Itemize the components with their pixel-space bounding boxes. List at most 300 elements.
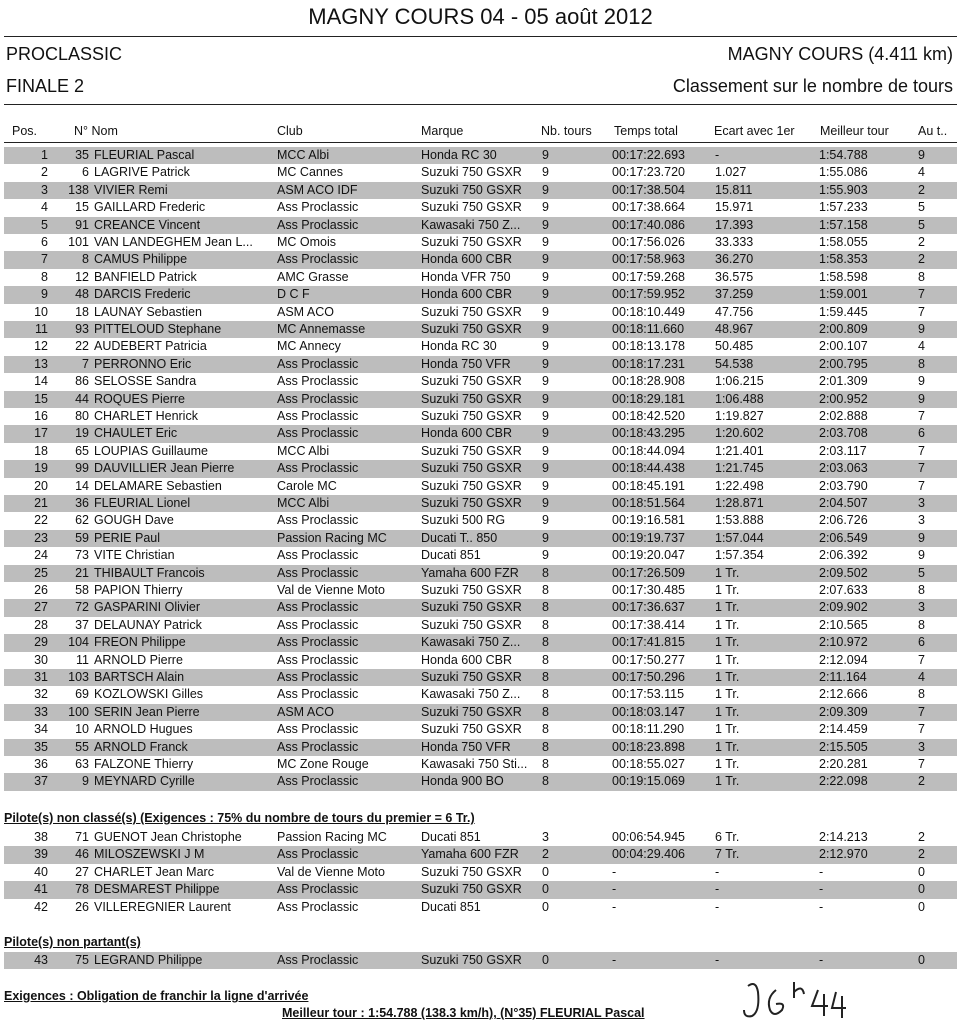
cell-au: 9 <box>918 148 925 162</box>
cell-ecart: 15.811 <box>715 182 753 197</box>
cell-temps: 00:19:15.069 <box>612 774 685 789</box>
category-label: PROCLASSIC <box>6 44 123 64</box>
cell-num: 14 <box>75 478 89 493</box>
cell-marque: Suzuki 750 GSXR <box>421 478 522 493</box>
cell-club: Val de Vienne Moto <box>277 864 385 879</box>
cell-au: 8 <box>918 356 925 371</box>
cell-club: AMC Grasse <box>277 269 349 284</box>
cell-temps: 00:06:54.945 <box>612 830 685 844</box>
table-row <box>4 495 957 512</box>
table-row <box>4 425 957 442</box>
table-row <box>4 164 957 181</box>
table-row <box>4 846 957 863</box>
table-row <box>4 217 957 234</box>
cell-club: Ass Proclassic <box>277 548 359 563</box>
cell-pos: 15 <box>34 391 48 406</box>
cell-tours: 0 <box>542 899 549 914</box>
cell-name: LEGRAND Philippe <box>94 953 203 967</box>
cell-temps: 00:18:45.191 <box>612 478 685 493</box>
cell-num: 27 <box>75 864 89 879</box>
cell-name: MILOSZEWSKI J M <box>94 847 205 862</box>
cell-num: 80 <box>75 409 89 423</box>
cell-temps: 00:18:17.231 <box>612 356 685 371</box>
cell-best: 1:54.788 <box>819 148 868 162</box>
cell-au: 9 <box>918 548 925 563</box>
cell-num: 73 <box>75 548 89 563</box>
table-row <box>4 391 957 408</box>
cell-temps: - <box>612 953 617 967</box>
cell-best: 2:22.098 <box>819 774 868 789</box>
cell-ecart: 1:06.488 <box>715 391 764 406</box>
cell-name: CHARLET Henrick <box>94 409 198 423</box>
table-row <box>4 881 957 898</box>
table-row <box>4 286 957 303</box>
cell-pos: 35 <box>34 739 48 754</box>
cell-temps: 00:17:50.277 <box>612 652 685 667</box>
cell-club: Ass Proclassic <box>277 687 359 702</box>
cell-pos: 42 <box>34 899 48 914</box>
cell-num: 86 <box>75 374 89 389</box>
cell-tours: 9 <box>542 496 549 510</box>
cell-num: 12 <box>75 269 89 284</box>
cell-num: 21 <box>75 565 89 580</box>
cell-club: Ass Proclassic <box>277 252 359 267</box>
cell-pos: 36 <box>34 757 48 771</box>
cell-temps: 00:17:50.296 <box>612 670 685 684</box>
cell-temps: 00:19:19.737 <box>612 530 685 545</box>
table-row <box>4 269 957 286</box>
cell-au: 3 <box>918 513 925 528</box>
cell-marque: Suzuki 750 GSXR <box>421 409 522 423</box>
cell-marque: Suzuki 750 GSXR <box>421 235 522 249</box>
cell-ecart: 1:20.602 <box>715 426 764 441</box>
cell-pos: 3 <box>41 182 48 197</box>
cell-ecart: 1 Tr. <box>715 635 740 650</box>
cell-num: 69 <box>75 687 89 702</box>
best-lap-note: Meilleur tour : 1:54.788 (138.3 km/h), (N°35) FLEURIAL Pascal <box>282 1006 645 1020</box>
cell-club: ASM ACO IDF <box>277 182 358 197</box>
requirements-note: Exigences : Obligation de franchir la ligne d'arrivée <box>4 989 309 1003</box>
cell-marque: Ducati 851 <box>421 899 481 914</box>
cell-best: 2:04.507 <box>819 496 868 510</box>
cell-tours: 9 <box>542 356 549 371</box>
cell-tours: 9 <box>542 548 549 563</box>
cell-num: 71 <box>75 830 89 844</box>
cell-name: THIBAULT Francois <box>94 565 205 580</box>
cell-pos: 20 <box>34 478 48 493</box>
cell-name: FLEURIAL Pascal <box>94 148 195 162</box>
cell-best: 1:55.086 <box>819 165 868 180</box>
cell-marque: Suzuki 750 GSXR <box>421 461 522 476</box>
cell-club: Passion Racing MC <box>277 830 387 844</box>
cell-num: 138 <box>68 182 89 197</box>
cell-num: 78 <box>75 882 89 897</box>
cell-num: 36 <box>75 496 89 510</box>
cell-marque: Suzuki 750 GSXR <box>421 600 522 615</box>
non-classified-title: Pilote(s) non classé(s) (Exigences : 75% du nombre de tours du premier = 6 Tr.) <box>4 811 475 825</box>
cell-name: GASPARINI Olivier <box>94 600 201 615</box>
cell-tours: 9 <box>542 409 549 423</box>
cell-pos: 30 <box>34 652 48 667</box>
cell-tours: 9 <box>542 513 549 528</box>
cell-pos: 6 <box>41 235 48 249</box>
cell-tours: 8 <box>542 739 549 754</box>
cell-tours: 8 <box>542 757 549 771</box>
cell-club: Ass Proclassic <box>277 722 359 737</box>
cell-best: 2:11.164 <box>819 670 867 684</box>
cell-best: 2:20.281 <box>819 757 868 771</box>
cell-pos: 33 <box>34 704 48 719</box>
cell-au: 3 <box>918 600 925 615</box>
cell-ecart: 54.538 <box>715 356 754 371</box>
cell-marque: Honda 600 CBR <box>421 426 513 441</box>
cell-pos: 21 <box>34 496 48 510</box>
cell-best: 2:15.505 <box>819 739 868 754</box>
cell-pos: 28 <box>34 617 48 632</box>
cell-temps: 00:18:51.564 <box>612 496 685 510</box>
cell-num: 59 <box>75 530 89 545</box>
cell-name: CREANCE Vincent <box>94 217 201 232</box>
cell-temps: 00:18:28.908 <box>612 374 685 389</box>
cell-pos: 34 <box>34 722 48 737</box>
cell-num: 11 <box>76 652 89 667</box>
cell-temps: 00:17:58.963 <box>612 252 685 267</box>
cell-best: 2:03.117 <box>819 443 867 458</box>
cell-tours: 2 <box>542 847 549 862</box>
cell-club: Ass Proclassic <box>277 882 359 897</box>
cell-marque: Kawasaki 750 Z... <box>421 635 521 650</box>
cell-marque: Suzuki 750 GSXR <box>421 165 522 180</box>
cell-ecart: 1 Tr. <box>715 739 740 754</box>
cell-ecart: 36.575 <box>715 269 754 284</box>
cell-num: 19 <box>75 426 89 441</box>
cell-ecart: 36.270 <box>715 252 754 267</box>
cell-au: 7 <box>918 652 925 667</box>
cell-temps: 00:17:40.086 <box>612 217 685 232</box>
table-row <box>4 443 957 460</box>
cell-marque: Honda RC 30 <box>421 339 497 354</box>
cell-club: D C F <box>277 287 310 302</box>
cell-pos: 11 <box>35 322 48 336</box>
cell-name: PITTELOUD Stephane <box>94 322 222 336</box>
cell-best: - <box>819 864 824 879</box>
cell-temps: - <box>612 899 617 914</box>
cell-name: SELOSSE Sandra <box>94 374 197 389</box>
cell-tours: 9 <box>542 426 549 441</box>
cell-num: 35 <box>75 148 89 162</box>
cell-au: 0 <box>918 864 925 879</box>
cell-best: 2:00.107 <box>819 339 868 354</box>
cell-temps: 00:18:44.094 <box>612 443 685 458</box>
cell-num: 101 <box>68 235 89 249</box>
cell-name: CAMUS Philippe <box>94 252 188 267</box>
table-row <box>4 652 957 669</box>
table-row <box>4 899 957 916</box>
cell-pos: 41 <box>34 882 48 897</box>
cell-tours: 3 <box>542 830 549 844</box>
table-row <box>4 321 957 338</box>
cell-club: Ass Proclassic <box>277 899 359 914</box>
cell-name: MEYNARD Cyrille <box>94 774 195 789</box>
cell-name: BANFIELD Patrick <box>94 269 197 284</box>
cell-name: ARNOLD Franck <box>94 739 188 754</box>
cell-club: Ass Proclassic <box>277 670 359 684</box>
cell-pos: 18 <box>34 443 48 458</box>
cell-pos: 9 <box>41 287 48 302</box>
cell-best: 2:07.633 <box>819 583 868 597</box>
cell-pos: 25 <box>34 565 48 580</box>
table-row <box>4 704 957 721</box>
cell-marque: Suzuki 750 GSXR <box>421 304 522 319</box>
cell-temps: 00:17:38.504 <box>612 182 685 197</box>
cell-tours: 8 <box>542 670 549 684</box>
cell-au: 3 <box>918 496 925 510</box>
cell-temps: 00:17:26.509 <box>612 565 685 580</box>
col-marque: Marque <box>421 124 464 138</box>
cell-num: 55 <box>75 739 89 754</box>
cell-club: MCC Albi <box>277 496 330 510</box>
cell-temps: 00:18:29.181 <box>612 391 685 406</box>
cell-tours: 9 <box>542 182 549 197</box>
table-row <box>4 773 957 790</box>
table-row <box>4 478 957 495</box>
cell-tours: 8 <box>542 565 549 580</box>
cell-marque: Suzuki 750 GSXR <box>421 953 522 967</box>
cell-tours: 9 <box>542 322 549 336</box>
col-ecart: Ecart avec 1er <box>714 124 795 138</box>
col-au: Au t.. <box>918 124 948 138</box>
cell-temps: 00:17:56.026 <box>612 235 685 249</box>
cell-au: 7 <box>918 304 925 319</box>
cell-au: 2 <box>918 774 925 789</box>
cell-marque: Honda VFR 750 <box>421 269 511 284</box>
cell-ecart: 1.027 <box>715 165 747 180</box>
cell-name: PAPION Thierry <box>94 583 183 597</box>
cell-name: CHARLET Jean Marc <box>94 864 214 879</box>
cell-temps: 00:17:53.115 <box>612 687 685 702</box>
cell-temps: 00:17:38.664 <box>612 200 685 215</box>
cell-ecart: 1:21.401 <box>715 443 764 458</box>
cell-best: 2:06.726 <box>819 513 868 528</box>
columns-rule <box>4 142 957 143</box>
cell-au: 5 <box>918 217 925 232</box>
cell-ecart: 1 Tr. <box>715 617 740 632</box>
cell-best: 2:12.970 <box>819 847 868 862</box>
col-pos: Pos. <box>12 124 38 138</box>
cell-club: Val de Vienne Moto <box>277 583 385 597</box>
session-label: FINALE 2 <box>6 76 85 96</box>
cell-ecart: - <box>715 953 720 967</box>
title-rule <box>4 36 957 37</box>
cell-name: ARNOLD Pierre <box>94 652 183 667</box>
cell-temps: 00:18:55.027 <box>612 757 685 771</box>
cell-au: 6 <box>918 635 925 650</box>
cell-club: Ass Proclassic <box>277 617 359 632</box>
cell-tours: 9 <box>542 252 549 267</box>
cell-au: 0 <box>918 953 925 967</box>
cell-ecart: 1:06.215 <box>715 374 764 389</box>
cell-num: 104 <box>68 635 89 650</box>
cell-name: VAN LANDEGHEM Jean L... <box>94 235 253 249</box>
cell-club: MCC Albi <box>277 148 330 162</box>
cell-marque: Honda 600 CBR <box>421 252 513 267</box>
non-starting-title: Pilote(s) non partant(s) <box>4 935 141 949</box>
cell-ecart: 1 Tr. <box>715 774 740 789</box>
cell-club: Ass Proclassic <box>277 374 359 389</box>
cell-ecart: 37.259 <box>715 287 754 302</box>
cell-best: 1:59.001 <box>819 287 868 302</box>
cell-temps: 00:18:10.449 <box>612 304 685 319</box>
cell-name: KOZLOWSKI Gilles <box>94 687 204 702</box>
cell-ecart: 1 Tr. <box>715 687 740 702</box>
cell-marque: Suzuki 750 GSXR <box>421 443 522 458</box>
cell-best: 1:55.903 <box>819 182 868 197</box>
table-row <box>4 599 957 616</box>
table-row <box>4 251 957 268</box>
cell-name: GOUGH Dave <box>94 513 174 528</box>
cell-num: 63 <box>75 757 89 771</box>
cell-num: 46 <box>75 847 89 862</box>
cell-marque: Yamaha 600 FZR <box>421 847 519 862</box>
cell-pos: 1 <box>41 148 48 162</box>
cell-au: 7 <box>918 461 925 476</box>
cell-name: CHAULET Eric <box>94 426 178 441</box>
cell-ecart: 17.393 <box>715 217 754 232</box>
cell-au: 7 <box>918 287 925 302</box>
cell-marque: Suzuki 750 GSXR <box>421 391 522 406</box>
cell-name: FREON Philippe <box>94 635 186 650</box>
cell-tours: 9 <box>542 217 549 232</box>
cell-ecart: 47.756 <box>715 304 754 319</box>
cell-name: AUDEBERT Patricia <box>94 339 207 354</box>
cell-num: 7 <box>82 356 89 371</box>
cell-au: 6 <box>918 426 925 441</box>
cell-name: DARCIS Frederic <box>94 287 191 302</box>
cell-temps: 00:18:42.520 <box>612 409 685 423</box>
cell-marque: Ducati 851 <box>421 830 481 844</box>
cell-num: 93 <box>75 322 89 336</box>
cell-num: 48 <box>75 287 89 302</box>
cell-ecart: 1:53.888 <box>715 513 764 528</box>
cell-ecart: 1 Tr. <box>715 652 740 667</box>
cell-name: VIVIER Remi <box>94 182 168 197</box>
cell-temps: 00:18:03.147 <box>612 704 685 719</box>
cell-club: ASM ACO <box>277 304 334 319</box>
table-row <box>4 408 957 425</box>
cell-temps: 00:18:13.178 <box>612 339 685 354</box>
cell-num: 18 <box>75 304 89 319</box>
cell-club: Passion Racing MC <box>277 530 387 545</box>
cell-name: DELAUNAY Patrick <box>94 617 202 632</box>
cell-club: MCC Albi <box>277 443 330 458</box>
cell-club: Ass Proclassic <box>277 652 359 667</box>
cell-tours: 9 <box>542 530 549 545</box>
cell-temps: 00:18:11.660 <box>612 322 685 336</box>
cell-name: SERIN Jean Pierre <box>94 704 200 719</box>
cell-club: Ass Proclassic <box>277 200 359 215</box>
cell-temps: - <box>612 864 617 879</box>
cell-club: Ass Proclassic <box>277 600 359 615</box>
cell-name: GAILLARD Frederic <box>94 200 206 215</box>
cell-tours: 8 <box>542 583 549 597</box>
cell-au: 7 <box>918 443 925 458</box>
cell-au: 2 <box>918 847 925 862</box>
cell-pos: 26 <box>34 583 48 597</box>
cell-tours: 8 <box>542 635 549 650</box>
table-row <box>4 864 957 881</box>
cell-ecart: 7 Tr. <box>715 847 740 862</box>
cell-best: 1:58.598 <box>819 269 868 284</box>
cell-pos: 10 <box>34 304 48 319</box>
col-tours: Nb. tours <box>541 124 592 138</box>
cell-pos: 2 <box>41 165 48 180</box>
cell-best: - <box>819 882 824 897</box>
table-row <box>4 547 957 564</box>
cell-au: 0 <box>918 882 925 897</box>
cell-club: Ass Proclassic <box>277 426 359 441</box>
cell-name: LAUNAY Sebastien <box>94 304 202 319</box>
cell-temps: 00:19:20.047 <box>612 548 685 563</box>
cell-marque: Suzuki 750 GSXR <box>421 322 522 336</box>
cell-num: 100 <box>68 704 89 719</box>
cell-num: 26 <box>75 899 89 914</box>
cell-marque: Ducati 851 <box>421 548 481 563</box>
cell-marque: Kawasaki 750 Z... <box>421 217 521 232</box>
cell-pos: 4 <box>41 200 48 215</box>
cell-ecart: - <box>715 899 720 914</box>
cell-temps: 00:17:59.952 <box>612 287 685 302</box>
cell-num: 99 <box>75 461 89 476</box>
cell-tours: 9 <box>542 148 549 162</box>
cell-club: Ass Proclassic <box>277 565 359 580</box>
cell-temps: 00:19:16.581 <box>612 513 685 528</box>
cell-club: Ass Proclassic <box>277 409 359 423</box>
cell-tours: 8 <box>542 687 549 702</box>
table-row <box>4 952 957 969</box>
cell-num: 58 <box>75 583 89 597</box>
table-row <box>4 460 957 477</box>
cell-best: 2:09.502 <box>819 565 868 580</box>
cell-best: - <box>819 899 824 914</box>
table-row <box>4 373 957 390</box>
cell-pos: 22 <box>34 513 48 528</box>
cell-temps: 00:17:59.268 <box>612 269 685 284</box>
cell-ecart: 1 Tr. <box>715 565 740 580</box>
cell-pos: 14 <box>34 374 48 389</box>
cell-club: Ass Proclassic <box>277 513 359 528</box>
table-row <box>4 686 957 703</box>
table-row <box>4 565 957 582</box>
cell-club: Ass Proclassic <box>277 774 359 789</box>
cell-best: 2:00.952 <box>819 391 868 406</box>
cell-name: LOUPIAS Guillaume <box>94 443 208 458</box>
cell-marque: Suzuki 750 GSXR <box>421 882 522 897</box>
cell-au: 2 <box>918 252 925 267</box>
cell-au: 5 <box>918 565 925 580</box>
cell-marque: Suzuki 750 GSXR <box>421 864 522 879</box>
cell-au: 7 <box>918 478 925 493</box>
cell-club: MC Zone Rouge <box>277 757 369 771</box>
cell-club: Ass Proclassic <box>277 953 359 967</box>
cell-marque: Honda 750 VFR <box>421 739 511 754</box>
cell-ecart: - <box>715 864 720 879</box>
cell-temps: 00:18:44.438 <box>612 461 685 476</box>
cell-tours: 9 <box>542 339 549 354</box>
cell-pos: 38 <box>34 830 48 844</box>
table-row <box>4 669 957 686</box>
cell-temps: 00:04:29.406 <box>612 847 685 862</box>
col-best: Meilleur tour <box>820 124 889 138</box>
